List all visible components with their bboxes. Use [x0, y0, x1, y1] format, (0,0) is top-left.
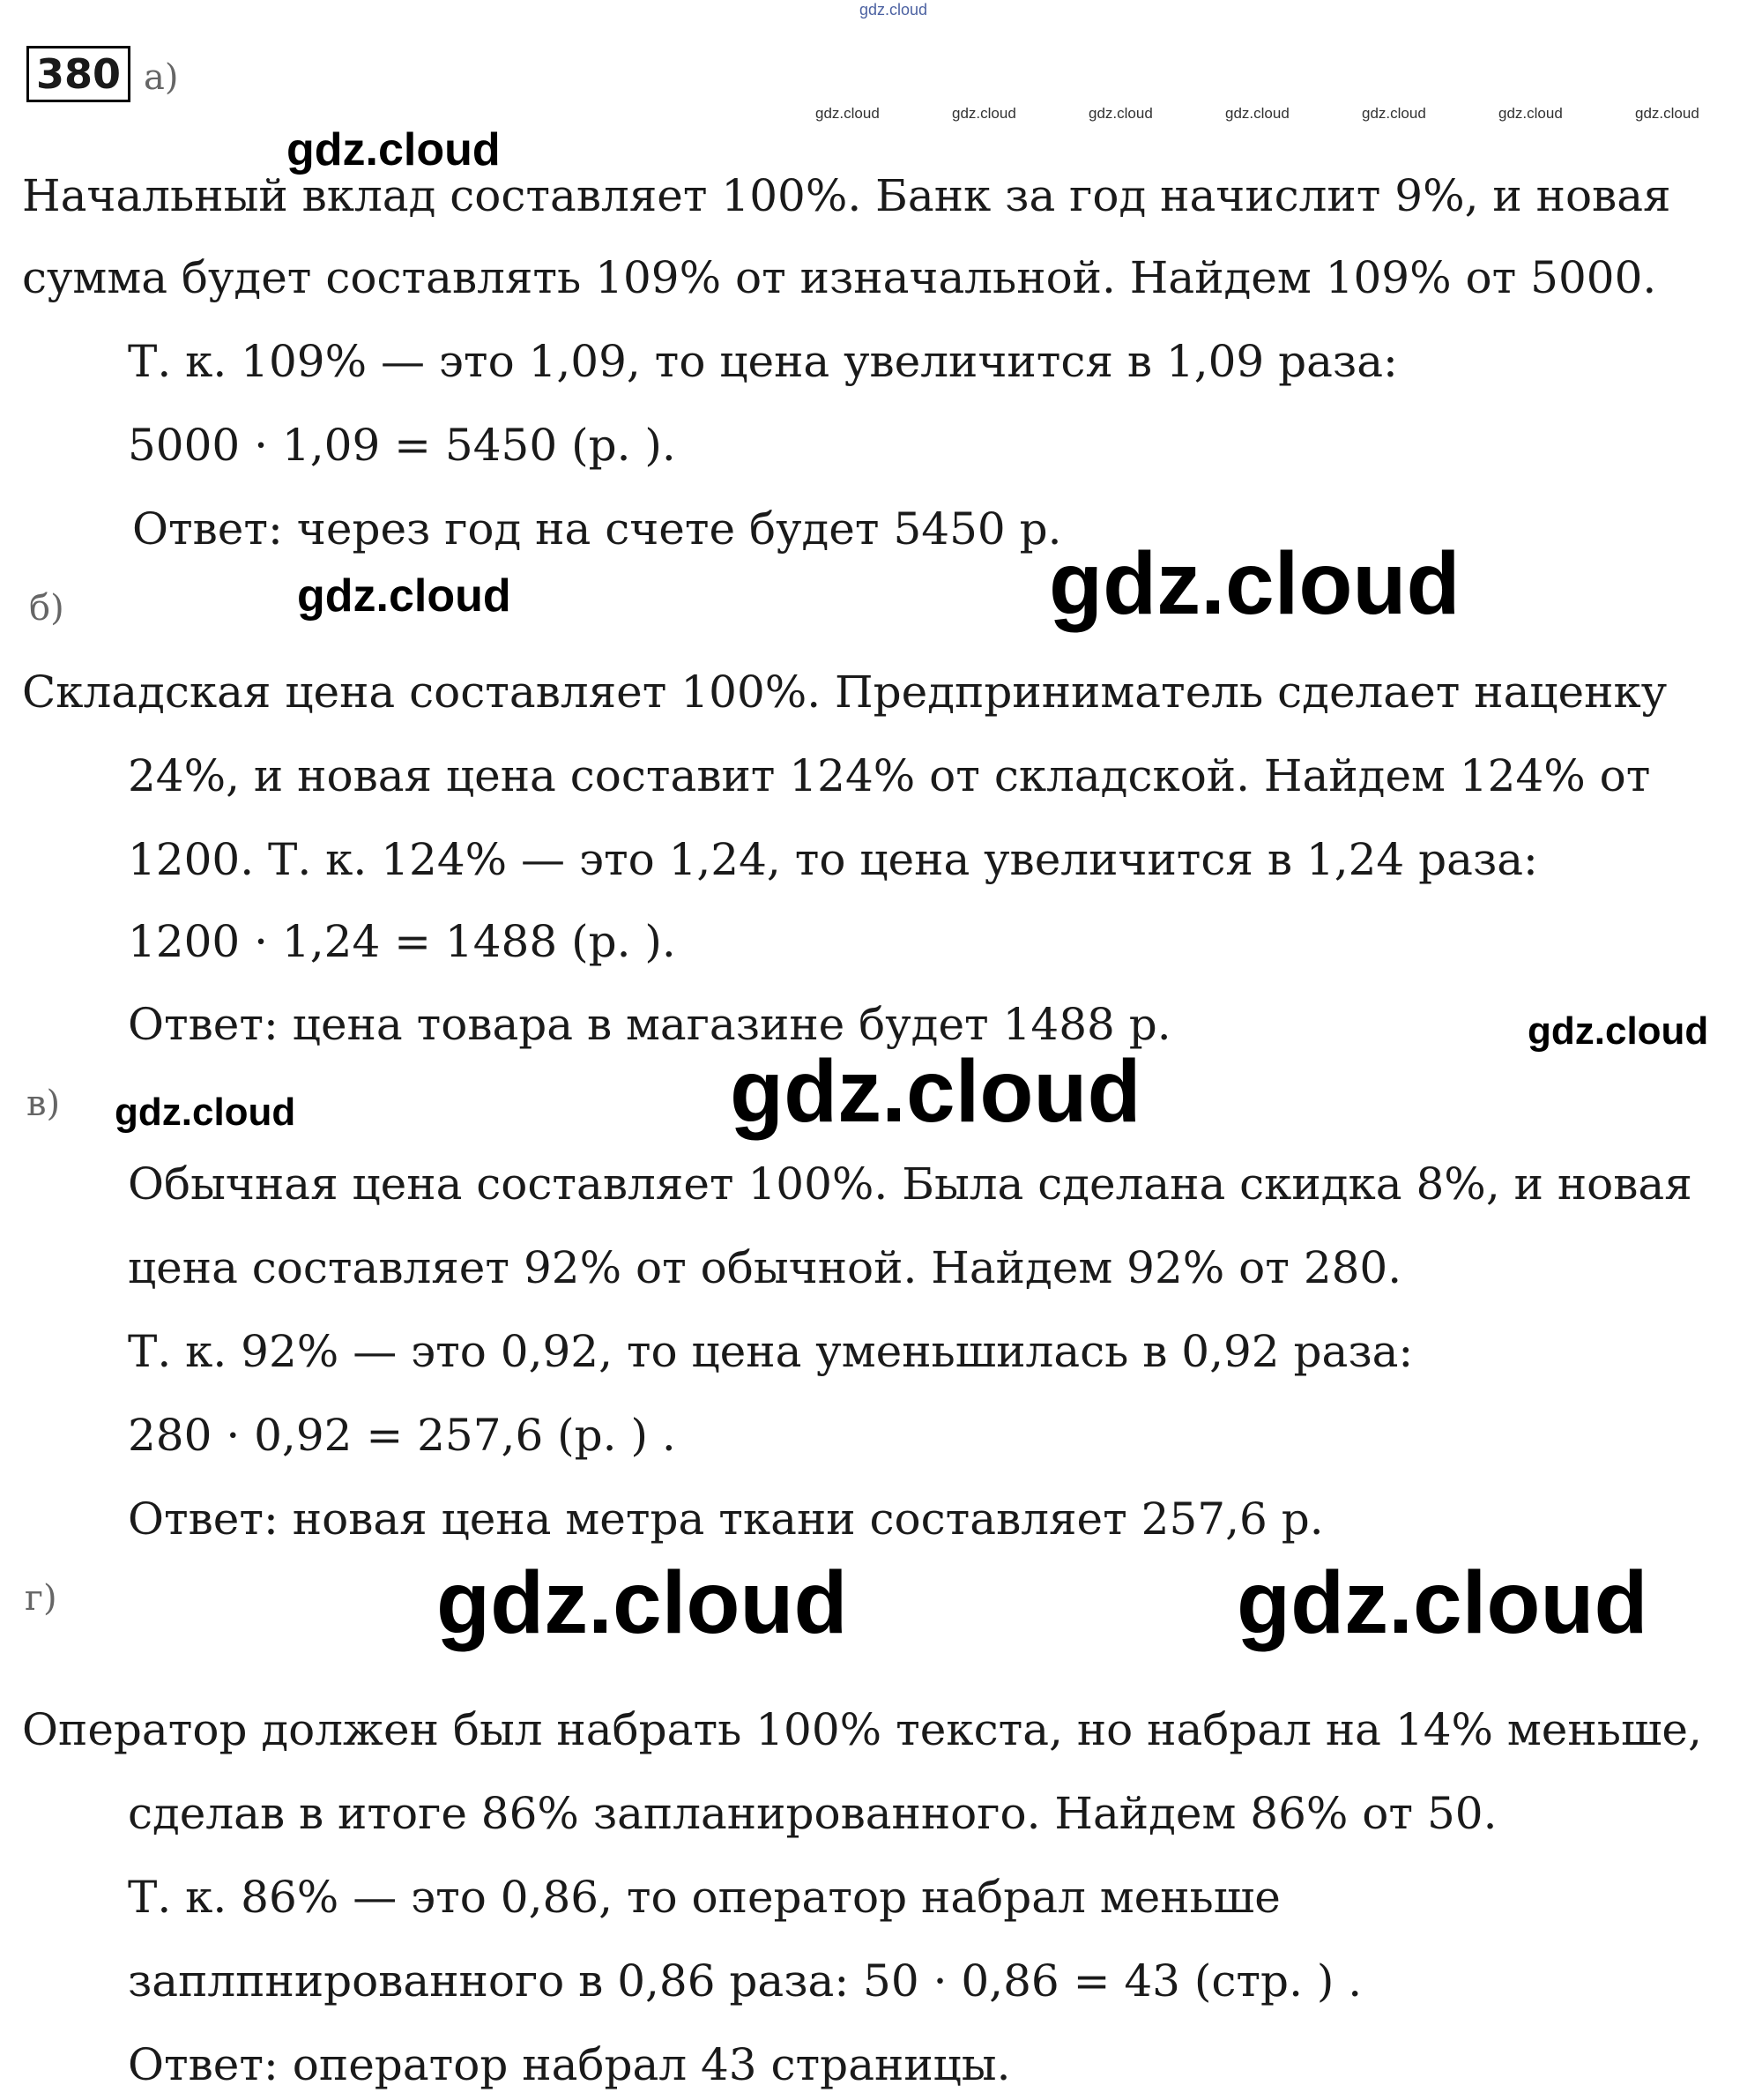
part-g-line-1: Оператор должен был набрать 100% текста, но набрал на 14% меньше,	[22, 1704, 1702, 1755]
watermark-row-2: gdz.cloud	[952, 105, 1016, 122]
part-a-line-3: Т. к. 109% — это 1,09, то цена увеличится в 1,09 раза:	[128, 336, 1398, 387]
part-a-line-4: 5000 · 1,09 = 5450 (р. ).	[128, 420, 676, 471]
part-label-b: б)	[29, 588, 64, 629]
watermark-g-right: gdz.cloud	[1237, 1553, 1648, 1652]
watermark-row-6: gdz.cloud	[1498, 105, 1563, 122]
part-a-line-2: сумма будет составлять 109% от изначальной. Найдем 109% от 5000.	[22, 252, 1657, 303]
part-v-line-2: цена составляет 92% от обычной. Найдем 92% от 280.	[128, 1242, 1402, 1293]
part-g-line-3: Т. к. 86% — это 0,86, то оператор набрал меньше	[128, 1872, 1281, 1923]
part-b-line-1: Складская цена составляет 100%. Предприниматель сделает наценку	[22, 666, 1668, 718]
watermark-top: gdz.cloud	[859, 1, 928, 19]
watermark-row-4: gdz.cloud	[1225, 105, 1290, 122]
watermark-a: gdz.cloud	[286, 124, 501, 175]
part-a-line-1: Начальный вклад составляет 100%. Банк за год начислит 9%, и новая	[22, 170, 1671, 221]
part-v-line-3: Т. к. 92% — это 0,92, то цена уменьшилась в 0,92 раза:	[128, 1326, 1414, 1377]
part-label-v: в)	[26, 1084, 61, 1124]
watermark-v-left: gdz.cloud	[115, 1091, 296, 1134]
part-g-line-2: сделав в итоге 86% запланированного. Найдем 86% от 50.	[128, 1788, 1498, 1839]
problem-number: 380	[26, 46, 130, 102]
watermark-g-left: gdz.cloud	[436, 1553, 848, 1652]
part-v-answer: Ответ: новая цена метра ткани составляет 257,6 р.	[128, 1493, 1324, 1545]
watermark-row-3: gdz.cloud	[1089, 105, 1153, 122]
part-a-answer: Ответ: через год на счете будет 5450 р.	[132, 503, 1062, 555]
part-b-line-3: 1200. Т. к. 124% — это 1,24, то цена увеличится в 1,24 раза:	[128, 834, 1538, 885]
watermark-v-right: gdz.cloud	[1528, 1009, 1709, 1053]
part-v-line-4: 280 · 0,92 = 257,6 (р. ) .	[128, 1410, 676, 1461]
part-v-line-1: Обычная цена составляет 100%. Была сделана скидка 8%, и новая	[128, 1158, 1692, 1210]
watermark-v-center: gdz.cloud	[730, 1042, 1141, 1141]
watermark-row-1: gdz.cloud	[815, 105, 880, 122]
part-b-answer: Ответ: цена товара в магазине будет 1488 р.	[128, 999, 1171, 1050]
part-b-line-2: 24%, и новая цена составит 124% от складской. Найдем 124% от	[128, 750, 1651, 801]
part-b-line-4: 1200 · 1,24 = 1488 (р. ).	[128, 916, 676, 967]
watermark-row-5: gdz.cloud	[1362, 105, 1426, 122]
part-label-g: г)	[25, 1578, 57, 1619]
part-g-answer: Ответ: оператор набрал 43 страницы.	[128, 2039, 1011, 2090]
part-g-line-4: заплпнированного в 0,86 раза: 50 · 0,86 = 43 (стр. ) .	[128, 1955, 1363, 2007]
watermark-b-left: gdz.cloud	[297, 570, 511, 622]
watermark-row-7: gdz.cloud	[1635, 105, 1699, 122]
watermark-b-right: gdz.cloud	[1049, 534, 1461, 633]
part-label-a: а)	[144, 57, 179, 98]
